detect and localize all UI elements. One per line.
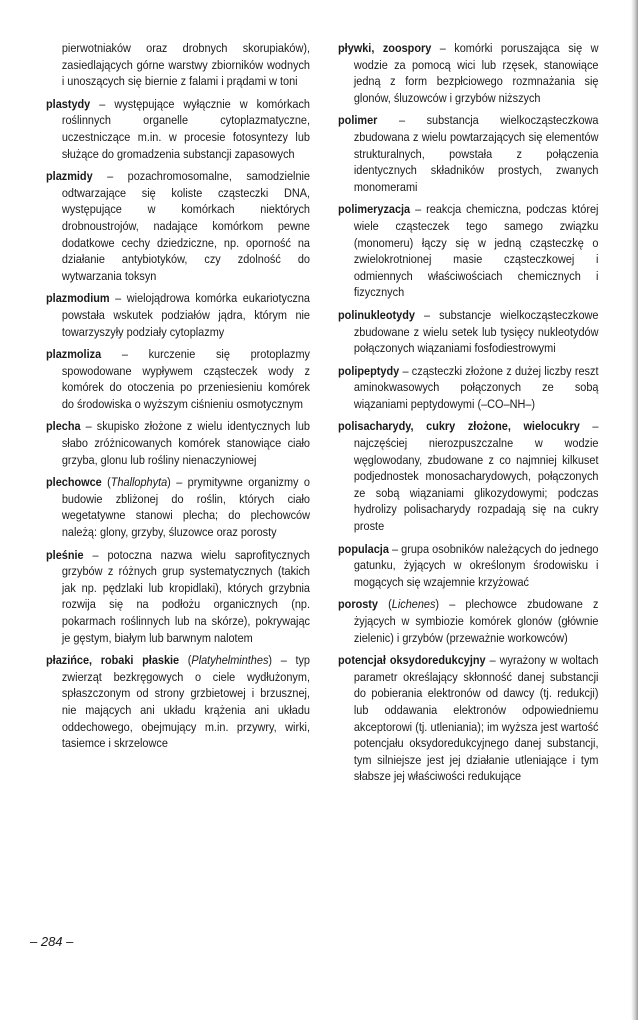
entry-definition: – wyrażony w woltach parametr określający skłonność danej substancji do pobierania elektronów od dawcy (tj. redukcji) lub oddawania elektronów odpowiedniemu akceptorowi (tj. utleniania); im wyższa jest wartość potencjału oksydoredukcyjnego danej substancji, tym silniejsze jest jej działanie utleniające i tym słabsze jej właściwości redukujące — [353, 653, 599, 784]
entry-definition: pierwotniaków oraz drobnych skorupiaków), zasiedlających górne warstwy zbiorników wodnych i unoszących się biernie z falami i prądami w toni — [61, 41, 311, 89]
entry-definition: – potoczna nazwa wielu saprofitycznych grzybów z różnych grup systematycznych (takich jak np. pędzlaki lub kropidlaki), których grzybnia rozwija się na podłożu organicznych (np. pokarmach roślinnych lub na skórze), pokrywając je gęstym, białym lub barwnym nalotem — [61, 547, 311, 645]
entry-term: plazmidy — [46, 169, 93, 184]
entry-definition: – cząsteczki złożone z dużej liczby reszt aminokwasowych połączonych ze sobą wiązaniami peptydowymi (–CO–NH–) — [353, 363, 599, 411]
entry-term: plastydy — [46, 96, 91, 111]
glossary-entry — [338, 112, 598, 195]
left-column — [46, 40, 310, 758]
glossary-entry — [46, 290, 310, 340]
entry-definition: – plechowce zbudowane z żyjących w symbiozie komórek glonów (głównie zielenic) i grzybów (przeważnie workowców) — [353, 597, 599, 645]
glossary-entry — [338, 652, 598, 785]
glossary-entry: płazińce, robaki płaskie (Platyhelminthes) – typ zwierząt bezkręgowych o ciele wydłużonym, spłaszczonym od strony grzbietowej i brzusznej, nie mających ani układu krążenia ani układu oddechowego, obejmujący m.in. przywry, wirki, tasiemce i skrzelowce — [46, 653, 311, 751]
entry-term: płazińce, robaki płaskie — [46, 653, 180, 668]
entry-definition: – występujące wyłącznie w komórkach roślinnych organelle cytoplazmatyczne, uczestniczące m.in. w procesie fotosyntezy lub służące do gromadzenia substancji zapasowych — [61, 96, 311, 161]
entry-definition: – typ zwierząt bezkręgowych o ciele wydłużonym, spłaszczonym od strony grzbietowej i brzusznej, nie mających ani układu krążenia ani układu oddechowego, obejmujący m.in. przywry, wirki, tasiemce i skrzelowce — [61, 653, 311, 751]
entry-term: populacja — [338, 541, 389, 556]
entry-definition: – prymitywne organizmy o budowie zbliżonej do roślin, których ciało wegetatywne stanowi plecha; do plechowców należą: glony, grzyby, śluzowce oraz porosty — [61, 475, 311, 540]
entry-term: plazmoliza — [46, 347, 102, 362]
entry-term: polipeptydy — [338, 363, 400, 378]
entry-latin-name: Platyhelminthes — [191, 653, 269, 668]
entry-term: polimeryzacja — [338, 202, 411, 217]
glossary-entry — [338, 201, 598, 301]
entry-latin-name: Lichenes — [391, 597, 436, 612]
entry-definition: – wielojądrowa komórka eukariotyczna powstała wskutek podziałów jądra, którym nie towarzyszyły podziały cytoplazmy — [61, 291, 311, 339]
glossary-entry — [46, 168, 310, 284]
entry-term: potencjał oksydoredukcyjny — [338, 653, 486, 668]
entry-definition: – pozachromosomalne, samodzielnie odtwarzające się koliste cząsteczki DNA, występujące w komórkach niektórych drobnoustrojów, nadające komórkom pewne dodatkowe cechy dziedziczne, np. oporność na działanie antybiotyków, czy zdolność do wytwarzania toksyn — [61, 169, 311, 283]
entry-definition: – substancja wielkocząsteczkowa zbudowana z wielu powtarzających się elementów strukturalnych, powstała z połączenia identycznych składników prostych, zwanych monomerami — [353, 113, 599, 194]
entry-definition: – najczęściej nierozpuszczalne w wodzie węglowodany, zbudowane z co najmniej kilkuset podjednostek monosacharydowych, połączonych ze sobą wiązaniami glikozydowymi; podczas hydrolizy polisacharydy rozpadają się na cukry proste — [353, 419, 599, 534]
glossary-entry — [46, 418, 310, 468]
glossary-entry — [46, 346, 310, 412]
glossary-entry: porosty (Lichenes) – plechowce zbudowane z żyjących w symbiozie komórek glonów (głównie zielenic) i grzybów (przeważnie workowców) — [338, 597, 599, 645]
glossary-entry — [46, 96, 310, 162]
entry-term: pływki, zoospory — [338, 41, 432, 55]
page-number: – 284 – — [30, 934, 74, 949]
page-edge-shadow — [631, 0, 638, 1020]
glossary-entry — [338, 307, 598, 357]
entry-definition: – komórki poruszająca się w wodzie za pomocą wici lub rzęsek, stanowiące jedną z form bezpłciowego rozmnażania się glonów, śluzowców i grzybów niższych — [353, 41, 599, 105]
entry-definition: – grupa osobników należących do jednego gatunku, żyjących w określonym środowisku i mogących się wzajemnie krzyżować — [353, 541, 599, 589]
glossary-entry — [338, 418, 598, 534]
entry-latin-name: Thallophyta — [110, 475, 168, 490]
entry-definition: – substancje wielkocząsteczkowe zbudowane z wielu setek lub tysięcy nukleotydów połączonych wiązaniami fosfodiestrowymi — [353, 307, 599, 356]
entry-term: polimer — [338, 113, 378, 128]
entry-term: polinukleotydy — [338, 307, 415, 322]
entry-term: plazmodium — [46, 291, 110, 306]
glossary-entry — [338, 541, 598, 591]
entry-term: porosty — [338, 597, 378, 612]
entry-term: plecha — [46, 419, 81, 434]
glossary-entry — [338, 40, 598, 106]
entry-definition: – skupisko złożone z wielu identycznych lub słabo zróżnicowanych komórek stanowiące ciało grzyba, glonu lub rośliny nienaczyniowej — [61, 419, 311, 467]
glossary-entry: plechowce (Thallophyta) – prymitywne organizmy o budowie zbliżonej do roślin, których ciało wegetatywne stanowi plecha; do plechowców należą: glony, grzyby, śluzowce oraz porosty — [46, 475, 311, 540]
entry-definition: – reakcja chemiczna, podczas której wiele cząsteczek tego samego związku (monomeru) łączy się w jedną cząsteczkę o zwielokrotnionej masie cząsteczkowej i odmiennych właściwościach chemicznych i fizycznych — [353, 202, 599, 300]
entry-term: pleśnie — [46, 547, 84, 562]
entry-term: polisacharydy, cukry złożone, wielocukry — [338, 419, 580, 434]
glossary-entry — [338, 363, 598, 413]
entry-definition: – kurczenie się protoplazmy spowodowane wypływem cząsteczek wody z komórek do otoczenia po przeniesieniu komórek do środowiska o wyższym ciśnieniu osmotycznym — [61, 347, 311, 411]
entry-term: plechowce — [46, 475, 102, 490]
glossary-entry — [46, 40, 310, 90]
glossary-entry — [46, 547, 310, 647]
right-column — [338, 40, 598, 791]
